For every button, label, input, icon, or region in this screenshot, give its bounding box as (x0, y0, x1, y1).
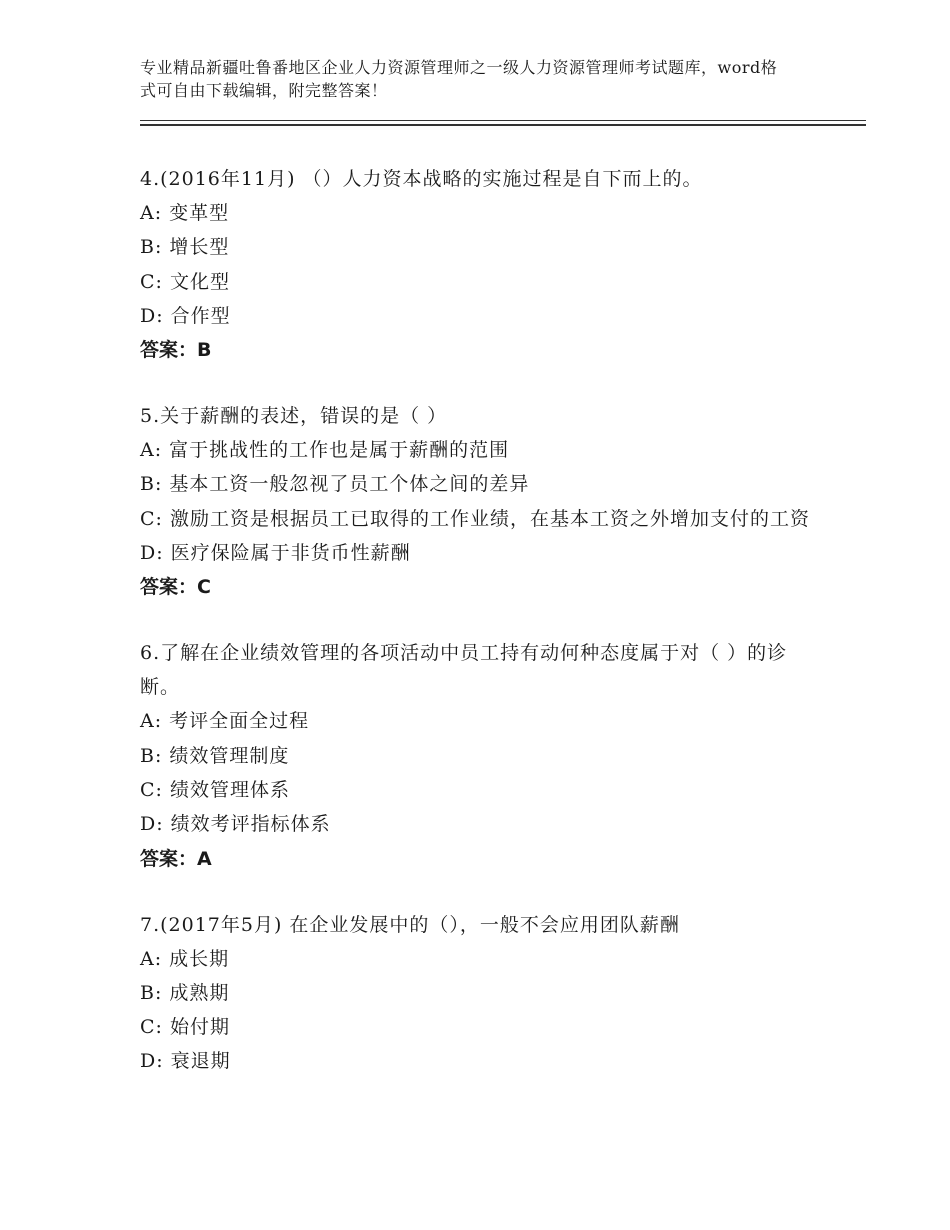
question-stem: 7.(2017年5月) 在企业发展中的（），一般不会应用团队薪酬 (140, 913, 680, 936)
question-stem: 4.(2016年11月) （）人力资本战略的实施过程是自下而上的。 (140, 168, 703, 190)
question-4 (140, 162, 820, 367)
option-c: C: 始付期 (140, 1016, 230, 1039)
answer-line: 答案：C (140, 576, 211, 599)
option-a: A: 成长期 (140, 947, 230, 970)
option-c: C: 文化型 (140, 270, 230, 293)
option-d: D: 绩效考评指标体系 (140, 813, 331, 836)
option-d: D: 医疗保险属于非货币性薪酬 (140, 542, 411, 565)
document-header (140, 56, 780, 102)
option-d: D: 衰退期 (140, 1050, 231, 1073)
answer-line: 答案：A (140, 847, 212, 870)
question-5 (140, 399, 820, 604)
option-b: B: 基本工资一般忽视了员工个体之间的差异 (140, 473, 530, 496)
question-stem: 6.了解在企业绩效管理的各项活动中员工持有动何种态度属于对（ ）的诊断。 (140, 642, 788, 699)
answer-line: 答案：B (140, 339, 212, 362)
option-d: D: 合作型 (140, 304, 231, 327)
option-b: B: 绩效管理制度 (140, 744, 290, 767)
option-c: C: 激励工资是根据员工已取得的工作业绩，在基本工资之外增加支付的工资 (140, 507, 810, 530)
question-6 (140, 636, 820, 875)
question-list (140, 162, 820, 1111)
option-a: A: 富于挑战性的工作也是属于薪酬的范围 (140, 439, 510, 462)
option-c: C: 绩效管理体系 (140, 778, 290, 801)
header-rule-thin (140, 120, 866, 121)
option-b: B: 增长型 (140, 236, 230, 259)
question-7 (140, 908, 820, 1079)
document-title: 专业精品新疆吐鲁番地区企业人力资源管理师之一级人力资源管理师考试题库，word格式可自由下载编辑，附完整答案！ (140, 58, 778, 100)
option-b: B: 成熟期 (140, 981, 230, 1004)
question-stem: 5.关于薪酬的表述，错误的是（ ） (140, 405, 448, 428)
option-a: A: 变革型 (140, 202, 230, 224)
header-rule-thick (140, 124, 866, 126)
option-a: A: 考评全面全过程 (140, 710, 310, 733)
